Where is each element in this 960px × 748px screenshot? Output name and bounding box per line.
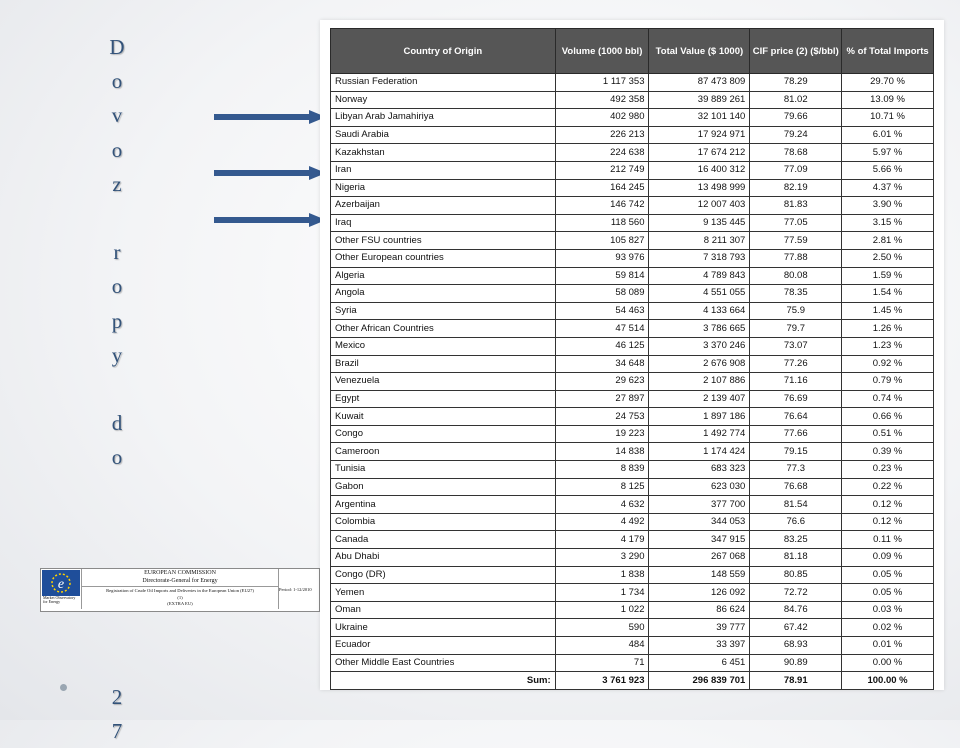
table-row (331, 267, 934, 285)
cell-percent: 0.12 % (842, 496, 934, 514)
cell-percent: 0.12 % (842, 513, 934, 531)
cell-total-value: 8 211 307 (649, 232, 750, 250)
cell-total-value: 12 007 403 (649, 197, 750, 215)
cell-total-value: 17 924 971 (649, 126, 750, 144)
cell-volume: 212 749 (555, 161, 649, 179)
cell-volume: 226 213 (555, 126, 649, 144)
cell-percent: 0.01 % (842, 637, 934, 655)
cell-cif-price: 79.66 (750, 109, 842, 127)
cell-total-value: 1 897 186 (649, 408, 750, 426)
cell-cif-price: 81.18 (750, 549, 842, 567)
cell-volume: 105 827 (555, 232, 649, 250)
table-row (331, 601, 934, 619)
table-row (331, 654, 934, 672)
cell-country: Iran (331, 161, 556, 179)
cell-cif-price: 82.19 (750, 179, 842, 197)
cell-percent: 13.09 % (842, 91, 934, 109)
cell-cif-price: 84.76 (750, 601, 842, 619)
cell-total-value: 17 674 212 (649, 144, 750, 162)
cell-cif-price: 77.88 (750, 249, 842, 267)
title-letter: o (111, 137, 123, 162)
vertical-slide-title (100, 30, 134, 748)
cell-volume: 8 125 (555, 478, 649, 496)
cell-percent: 0.66 % (842, 408, 934, 426)
cell-country: Abu Dhabi (331, 549, 556, 567)
cell-percent: 1.54 % (842, 285, 934, 303)
cell-percent: 0.22 % (842, 478, 934, 496)
cell-total-value: 13 498 999 (649, 179, 750, 197)
cell-volume: 4 632 (555, 496, 649, 514)
table-header-row (331, 29, 934, 74)
cell-total-value: 3 370 246 (649, 337, 750, 355)
cell-total-value: 7 318 793 (649, 249, 750, 267)
table-row (331, 355, 934, 373)
cell-cif-price: 76.69 (750, 390, 842, 408)
title-letter: D (109, 35, 125, 59)
cell-country: Brazil (331, 355, 556, 373)
cell-total-value: 377 700 (649, 496, 750, 514)
cell-cif-price: 78.68 (750, 144, 842, 162)
cell-total-value: 4 133 664 (649, 302, 750, 320)
title-letter: r (113, 240, 121, 265)
ec-header-image (40, 568, 320, 612)
table-row (331, 249, 934, 267)
cell-volume: 93 976 (555, 249, 649, 267)
cell-volume: 1 022 (555, 601, 649, 619)
logo-registration-title: Registration of Crude Oil Imports and Deliveries in the European Union (EU27) (106, 588, 254, 593)
cell-volume: 3 290 (555, 549, 649, 567)
cell-volume: 1 734 (555, 584, 649, 602)
header-percent-imports: % of Total Imports (842, 29, 934, 74)
cell-total-value: 683 323 (649, 461, 750, 479)
cell-cif-price: 72.72 (750, 584, 842, 602)
cell-volume: 71 (555, 654, 649, 672)
cell-volume: 118 560 (555, 214, 649, 232)
table-row (331, 91, 934, 109)
cell-volume: 402 980 (555, 109, 649, 127)
table-row (331, 197, 934, 215)
cell-cif-price: 81.02 (750, 91, 842, 109)
title-letter: o (111, 274, 123, 299)
cell-total-value: 39 889 261 (649, 91, 750, 109)
cell-cif-price: 81.54 (750, 496, 842, 514)
cell-country: Argentina (331, 496, 556, 514)
cell-cif-price: 71.16 (750, 373, 842, 391)
cell-cif-price: 77.59 (750, 232, 842, 250)
table-row (331, 425, 934, 443)
cell-volume: 484 (555, 637, 649, 655)
cell-volume: 590 (555, 619, 649, 637)
cell-country: Other Middle East Countries (331, 654, 556, 672)
cell-percent: 0.02 % (842, 619, 934, 637)
cell-cif-price: 77.09 (750, 161, 842, 179)
header-volume: Volume (1000 bbl) (555, 29, 649, 74)
cell-cif-price: 76.6 (750, 513, 842, 531)
arrow-iran-icon (214, 166, 326, 180)
cell-total-value: 2 676 908 (649, 355, 750, 373)
title-letter (100, 611, 134, 645)
cell-percent: 1.26 % (842, 320, 934, 338)
cell-country: Norway (331, 91, 556, 109)
cell-country: Mexico (331, 337, 556, 355)
cell-cif-price: 76.68 (750, 478, 842, 496)
cell-country: Gabon (331, 478, 556, 496)
cell-percent: 0.05 % (842, 584, 934, 602)
cell-percent: 0.09 % (842, 549, 934, 567)
logo-caption: Market Observatory for Energy (43, 595, 76, 604)
cell-volume: 46 125 (555, 337, 649, 355)
cell-country: Nigeria (331, 179, 556, 197)
header-cif-price: CIF price (2) ($/bbl) (750, 29, 842, 74)
title-letter: d (111, 411, 123, 436)
logo-period: Period: 1-12/2010 (279, 587, 312, 592)
cell-country: Saudi Arabia (331, 126, 556, 144)
cell-percent: 29.70 % (842, 74, 934, 92)
svg-text:e: e (57, 577, 65, 592)
cell-volume: 1 117 353 (555, 74, 649, 92)
table-row (331, 637, 934, 655)
cell-percent: 10.71 % (842, 109, 934, 127)
cell-country: Russian Federation (331, 74, 556, 92)
cell-total-value: 344 053 (649, 513, 750, 531)
cell-total-value: 87 473 809 (649, 74, 750, 92)
cell-volume: 19 223 (555, 425, 649, 443)
cell-cif-price: 76.64 (750, 408, 842, 426)
cell-total-value: 2 107 886 (649, 373, 750, 391)
cell-total-value: 347 915 (649, 531, 750, 549)
table-row (331, 478, 934, 496)
table-row (331, 496, 934, 514)
cell-percent: 0.39 % (842, 443, 934, 461)
cell-percent: 0.05 % (842, 566, 934, 584)
cell-percent: 1.45 % (842, 302, 934, 320)
cell-total-value: 4 551 055 (649, 285, 750, 303)
table-row (331, 566, 934, 584)
cell-total-value: 126 092 (649, 584, 750, 602)
cell-percent: 0.23 % (842, 461, 934, 479)
cell-cif-price: 79.24 (750, 126, 842, 144)
cell-volume: 8 839 (555, 461, 649, 479)
table-row (331, 373, 934, 391)
cell-country: Egypt (331, 390, 556, 408)
sum-volume: 3 761 923 (555, 672, 649, 690)
table-row (331, 161, 934, 179)
table-row (331, 390, 934, 408)
cell-volume: 146 742 (555, 197, 649, 215)
cell-percent: 0.03 % (842, 601, 934, 619)
cell-volume: 54 463 (555, 302, 649, 320)
table-row (331, 214, 934, 232)
title-letter: y (111, 342, 123, 367)
cell-cif-price: 75.9 (750, 302, 842, 320)
cell-total-value: 39 777 (649, 619, 750, 637)
table-row (331, 443, 934, 461)
table-row (331, 408, 934, 426)
cell-percent: 0.79 % (842, 373, 934, 391)
cell-percent: 3.90 % (842, 197, 934, 215)
table-row (331, 285, 934, 303)
title-letter: 7 (111, 718, 123, 743)
cell-country: Ukraine (331, 619, 556, 637)
cell-country: Congo (331, 425, 556, 443)
cell-country: Algeria (331, 267, 556, 285)
title-letter (100, 645, 134, 679)
cell-cif-price: 68.93 (750, 637, 842, 655)
cell-total-value: 1 174 424 (649, 443, 750, 461)
cell-country: Congo (DR) (331, 566, 556, 584)
cell-total-value: 4 789 843 (649, 267, 750, 285)
sum-cif-price: 78.91 (750, 672, 842, 690)
cell-country: Other FSU countries (331, 232, 556, 250)
cell-total-value: 148 559 (649, 566, 750, 584)
cell-cif-price: 77.26 (750, 355, 842, 373)
title-letter: o (111, 69, 123, 94)
cell-volume: 34 648 (555, 355, 649, 373)
table-row (331, 126, 934, 144)
cell-percent: 0.51 % (842, 425, 934, 443)
cell-country: Angola (331, 285, 556, 303)
cell-country: Syria (331, 302, 556, 320)
logo-dg: Directorate-General for Energy (142, 578, 218, 584)
cell-total-value: 267 068 (649, 549, 750, 567)
cell-total-value: 9 135 445 (649, 214, 750, 232)
cell-percent: 5.66 % (842, 161, 934, 179)
cell-total-value: 2 139 407 (649, 390, 750, 408)
cell-country: Kazakhstan (331, 144, 556, 162)
cell-cif-price: 79.15 (750, 443, 842, 461)
cell-total-value: 623 030 (649, 478, 750, 496)
cell-country: Other European countries (331, 249, 556, 267)
title-letter: v (111, 103, 123, 128)
table-sum-row (331, 672, 934, 690)
cell-cif-price: 78.29 (750, 74, 842, 92)
cell-country: Other African Countries (331, 320, 556, 338)
table-row (331, 109, 934, 127)
cell-percent: 2.81 % (842, 232, 934, 250)
cell-percent: 0.92 % (842, 355, 934, 373)
arrow-libya-icon (214, 110, 326, 124)
cell-cif-price: 77.66 (750, 425, 842, 443)
cell-percent: 0.00 % (842, 654, 934, 672)
table-row (331, 513, 934, 531)
table-row (331, 531, 934, 549)
cell-country: Ecuador (331, 637, 556, 655)
cell-percent: 0.11 % (842, 531, 934, 549)
table-row (331, 144, 934, 162)
cell-country: Kuwait (331, 408, 556, 426)
cell-country: Cameroon (331, 443, 556, 461)
cell-volume: 27 897 (555, 390, 649, 408)
table-row (331, 179, 934, 197)
cell-volume: 24 753 (555, 408, 649, 426)
cell-cif-price: 81.83 (750, 197, 842, 215)
header-country: Country of Origin (331, 29, 556, 74)
cell-cif-price: 67.42 (750, 619, 842, 637)
cell-volume: 164 245 (555, 179, 649, 197)
cell-country: Venezuela (331, 373, 556, 391)
cell-total-value: 6 451 (649, 654, 750, 672)
cell-cif-price: 83.25 (750, 531, 842, 549)
table-row (331, 584, 934, 602)
cell-country: Libyan Arab Jamahiriya (331, 109, 556, 127)
cell-volume: 14 838 (555, 443, 649, 461)
cell-cif-price: 80.85 (750, 566, 842, 584)
cell-cif-price: 79.7 (750, 320, 842, 338)
cell-country: Colombia (331, 513, 556, 531)
cell-volume: 47 514 (555, 320, 649, 338)
cell-cif-price: 90.89 (750, 654, 842, 672)
cell-cif-price: 80.08 (750, 267, 842, 285)
title-letter (100, 372, 134, 406)
cell-volume: 224 638 (555, 144, 649, 162)
title-letter (100, 474, 134, 508)
cell-country: Oman (331, 601, 556, 619)
table-row (331, 619, 934, 637)
logo-note: (1) (177, 595, 183, 600)
table-row (331, 302, 934, 320)
cell-percent: 3.15 % (842, 214, 934, 232)
cell-country: Yemen (331, 584, 556, 602)
cell-volume: 492 358 (555, 91, 649, 109)
cell-percent: 4.37 % (842, 179, 934, 197)
cell-total-value: 1 492 774 (649, 425, 750, 443)
title-letter: 2 (111, 684, 123, 709)
sum-label: Sum: (331, 672, 556, 690)
title-letter (100, 201, 134, 235)
logo-scope: (EXTRA EU) (167, 601, 193, 606)
cell-total-value: 32 101 140 (649, 109, 750, 127)
cell-country: Tunisia (331, 461, 556, 479)
table-row (331, 320, 934, 338)
cell-country: Azerbaijan (331, 197, 556, 215)
arrow-iraq-icon (214, 213, 326, 227)
cell-percent: 5.97 % (842, 144, 934, 162)
cell-total-value: 16 400 312 (649, 161, 750, 179)
title-letter: p (111, 308, 123, 333)
cell-percent: 6.01 % (842, 126, 934, 144)
title-letter: o (111, 445, 123, 470)
cell-cif-price: 77.05 (750, 214, 842, 232)
table-row (331, 549, 934, 567)
oil-imports-table-image (320, 20, 944, 690)
crude-oil-imports-table (330, 28, 934, 690)
cell-volume: 58 089 (555, 285, 649, 303)
cell-country: Canada (331, 531, 556, 549)
bullet-point (60, 684, 67, 691)
cell-total-value: 33 397 (649, 637, 750, 655)
cell-cif-price: 77.3 (750, 461, 842, 479)
cell-country: Iraq (331, 214, 556, 232)
cell-percent: 1.23 % (842, 337, 934, 355)
table-row (331, 461, 934, 479)
table-row (331, 337, 934, 355)
cell-total-value: 86 624 (649, 601, 750, 619)
sum-percent: 100.00 % (842, 672, 934, 690)
title-letter: z (112, 171, 122, 196)
cell-volume: 29 623 (555, 373, 649, 391)
cell-volume: 4 492 (555, 513, 649, 531)
cell-total-value: 3 786 665 (649, 320, 750, 338)
table-row (331, 74, 934, 92)
cell-cif-price: 78.35 (750, 285, 842, 303)
cell-percent: 1.59 % (842, 267, 934, 285)
cell-cif-price: 73.07 (750, 337, 842, 355)
logo-org: EUROPEAN COMMISSION (144, 570, 216, 576)
cell-volume: 1 838 (555, 566, 649, 584)
title-letter (100, 509, 134, 543)
cell-volume: 59 814 (555, 267, 649, 285)
header-total-value: Total Value ($ 1000) (649, 29, 750, 74)
cell-volume: 4 179 (555, 531, 649, 549)
cell-percent: 0.74 % (842, 390, 934, 408)
table-row (331, 232, 934, 250)
cell-percent: 2.50 % (842, 249, 934, 267)
logo-title-block (81, 569, 279, 609)
sum-total-value: 296 839 701 (649, 672, 750, 690)
